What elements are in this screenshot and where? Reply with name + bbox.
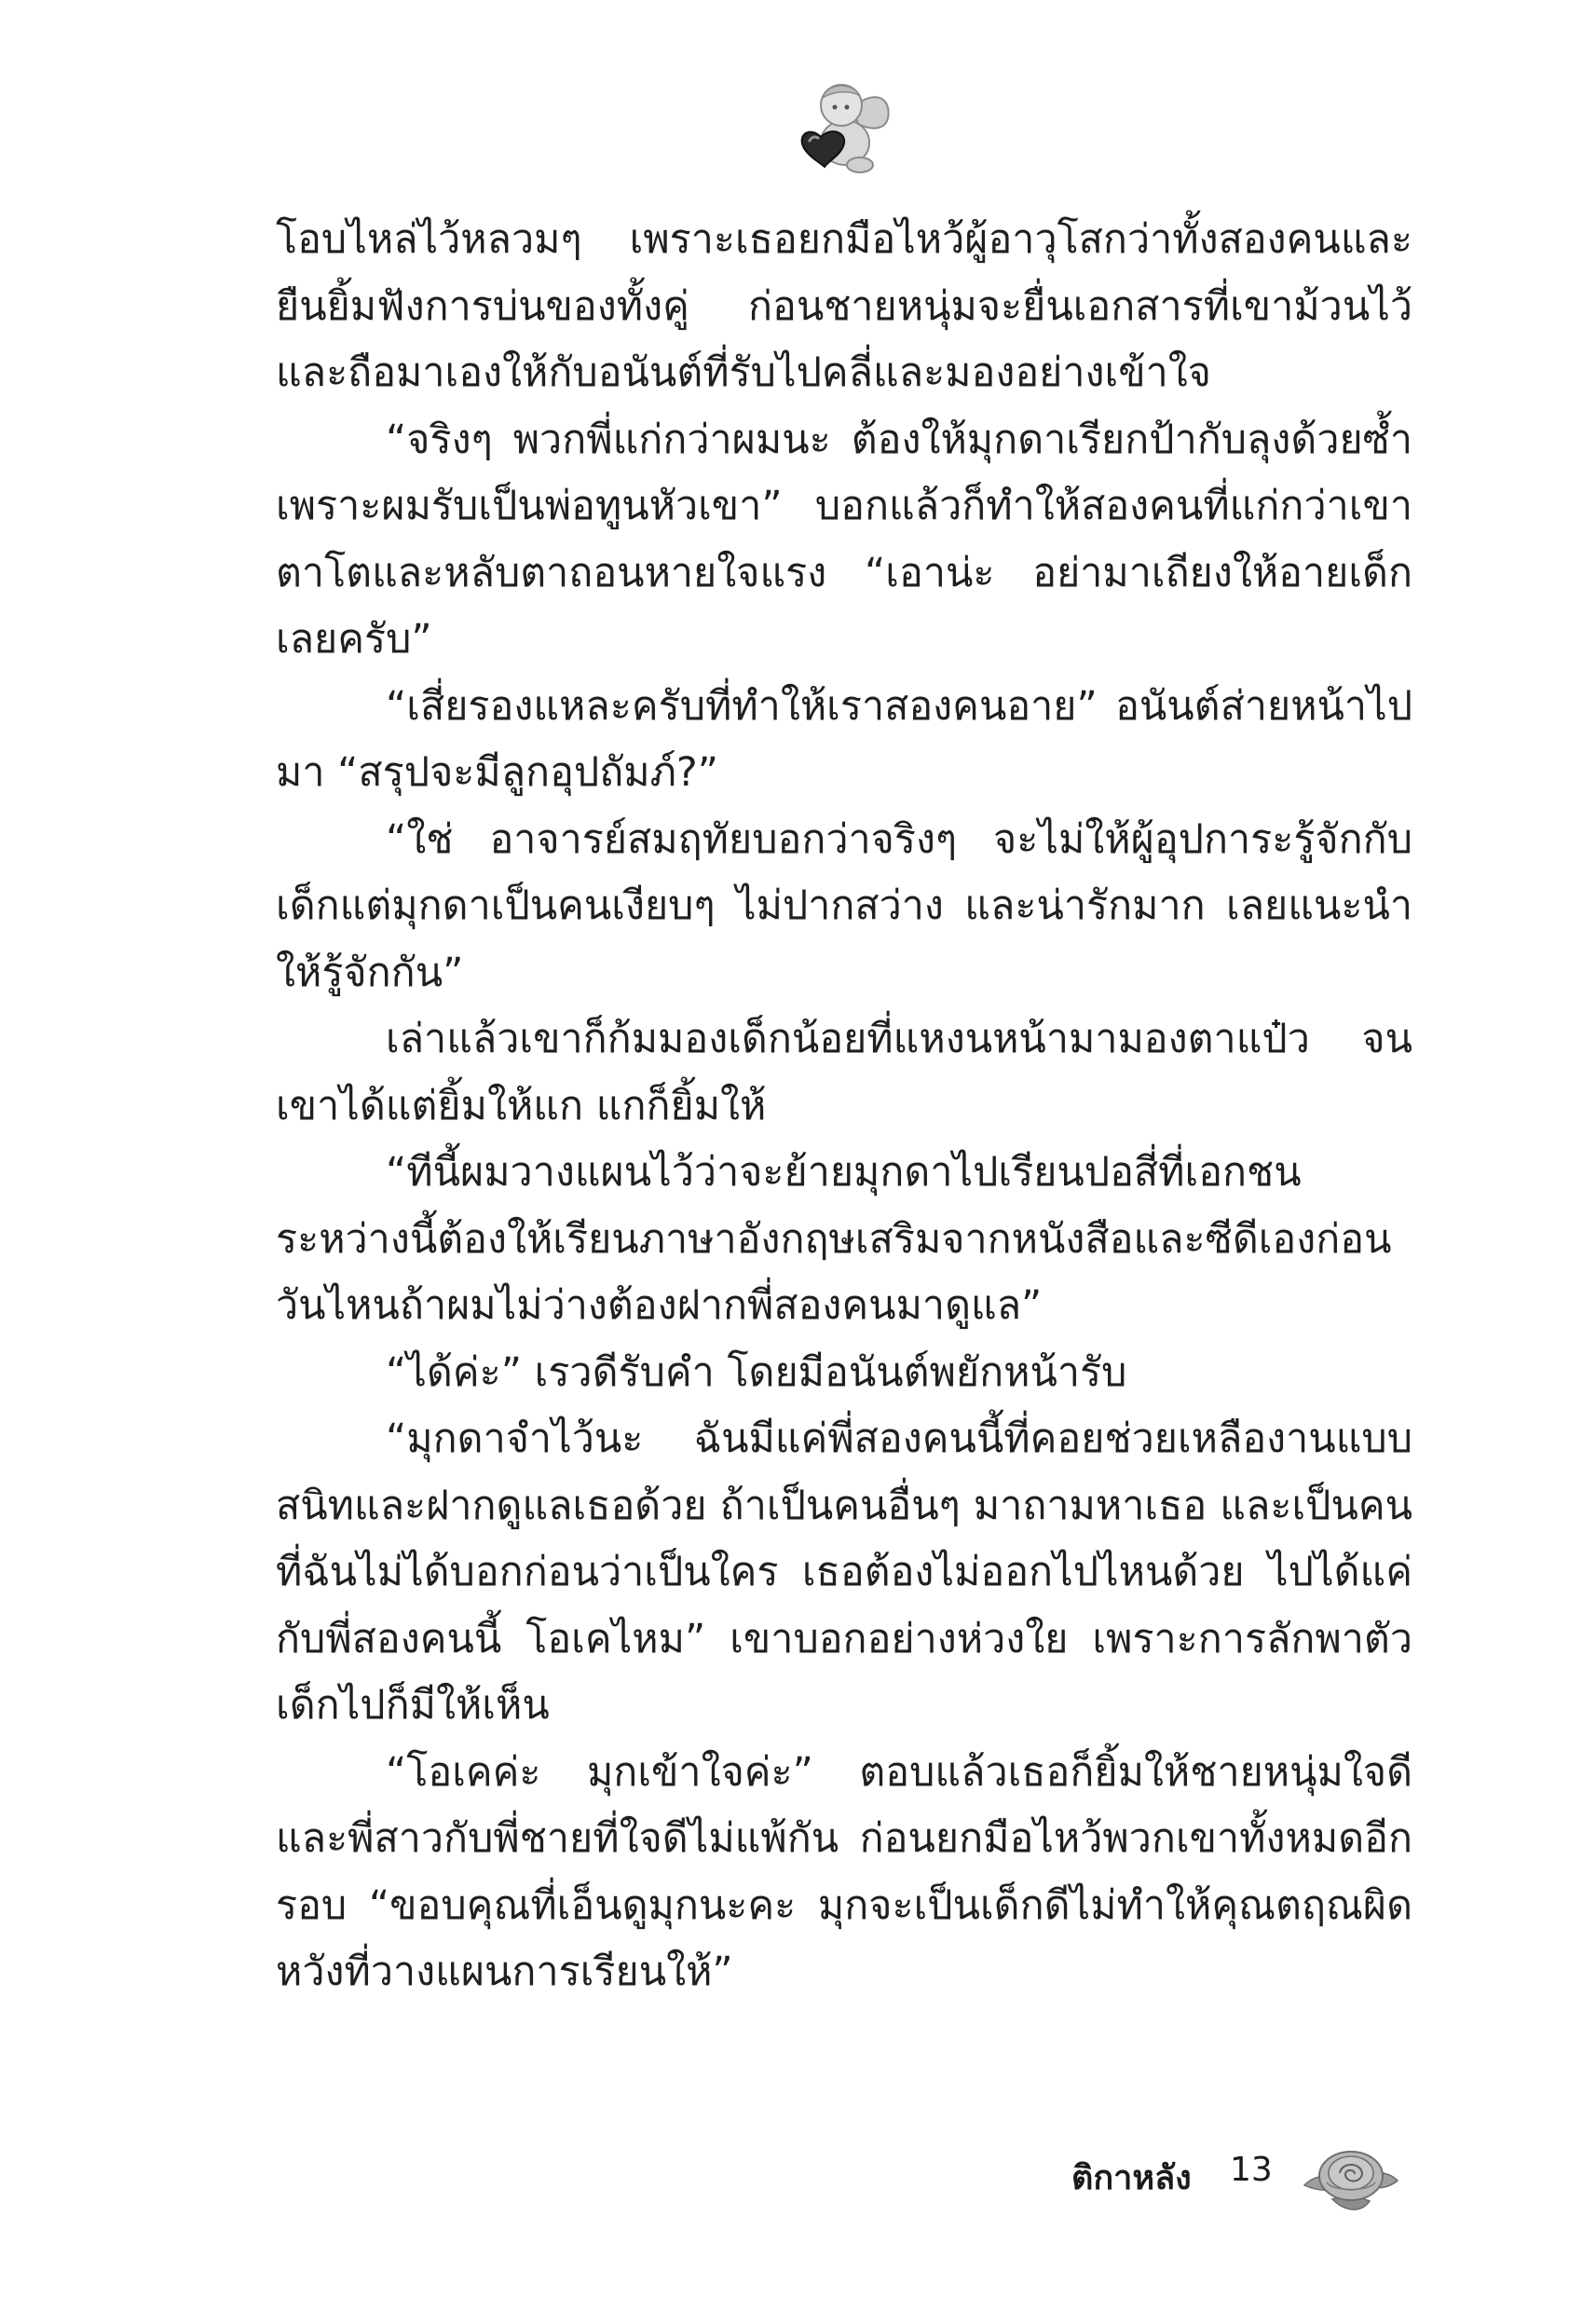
paragraph: เล่าแล้วเขาก็ก้มมองเด็กน้อยที่แหงนหน้ามามองตาแป๋ว จนเขาได้แต่ยิ้มให้แก แกก็ยิ้มให้ <box>276 1016 1412 1129</box>
paragraph: “โอเคค่ะ มุกเข้าใจค่ะ” ตอบแล้วเธอก็ยิ้มให้ชายหนุ่มใจดี และพี่สาวกับพี่ชายที่ใจดีไม่แพ้กัน ก่อนยกมือไหว้พวกเขาทั้งหมดอีกรอบ “ขอบคุณที่เอ็นดูมุกนะคะ มุกจะเป็นเด็กดีไม่ทำให้คุณตฤณผิดหวังที่วางแผนการเรียนให้” <box>276 1748 1412 1995</box>
paragraph: โอบไหล่ไว้หลวมๆ เพราะเธอยกมือไหว้ผู้อาวุโสกว่าทั้งสองคนและยืนยิ้มฟังการบ่นของทั้งคู่ ก่อนชายหนุ่มจะยื่นเอกสารที่เขาม้วนไว้และถือมาเองให้กับอนันต์ที่รับไปคลี่และมองอย่างเข้าใจ <box>276 216 1412 396</box>
page-number: 13 <box>1230 2151 1273 2189</box>
paragraph: “จริงๆ พวกพี่แก่กว่าผมนะ ต้องให้มุกดาเรียกป้ากับลุงด้วยซ้ำเพราะผมรับเป็นพ่อทูนหัวเขา” บอกแล้วก็ทำให้สองคนที่แก่กว่าเขาตาโตและหลับตาถอนหายใจแรง “เอาน่ะ อย่ามาเถียงให้อายเด็กเลยครับ” <box>276 416 1412 663</box>
book-title: ติกาหลัง <box>1071 2159 1192 2197</box>
page-footer <box>1071 2134 1425 2218</box>
paragraph: “ทีนี้ผมวางแผนไว้ว่าจะย้ายมุกดาไปเรียนปอสี่ที่เอกชน ระหว่างนี้ต้องให้เรียนภาษาอังกฤษเสริมจากหนังสือและซีดีเองก่อน วันไหนถ้าผมไม่ว่างต้องฝากพี่สองคนมาดูแล” <box>276 1149 1392 1329</box>
cupid-with-heart-icon <box>787 70 899 182</box>
rose-icon <box>1295 2134 1407 2218</box>
story-text <box>276 207 1412 2006</box>
paragraph: “เสี่ยรองแหละครับที่ทำให้เราสองคนอาย” อนันต์ส่ายหน้าไปมา “สรุปจะมีลูกอุปถัมภ์?” <box>276 682 1412 796</box>
paragraph: “ได้ค่ะ” เรวดีรับคำ โดยมีอนันต์พยักหน้ารับ <box>386 1348 1127 1396</box>
paragraph: “ใช่ อาจารย์สมฤทัยบอกว่าจริงๆ จะไม่ให้ผู้อุปการะรู้จักกับเด็กแต่มุกดาเป็นคนเงียบๆ ไม่ปากสว่าง และน่ารักมาก เลยแนะนำให้รู้จักกัน” <box>276 815 1412 996</box>
paragraph: “มุกดาจำไว้นะ ฉันมีแค่พี่สองคนนี้ที่คอยช่วยเหลืองานแบบสนิทและฝากดูแลเธอด้วย ถ้าเป็นคนอื่นๆ มาถามหาเธอ และเป็นคนที่ฉันไม่ได้บอกก่อนว่าเป็นใคร เธอต้องไม่ออกไปไหนด้วย ไปได้แค่กับพี่สองคนนี้ โอเคไหม” เขาบอกอย่างห่วงใย เพราะการลักพาตัวเด็กไปก็มีให้เห็น <box>276 1415 1412 1729</box>
